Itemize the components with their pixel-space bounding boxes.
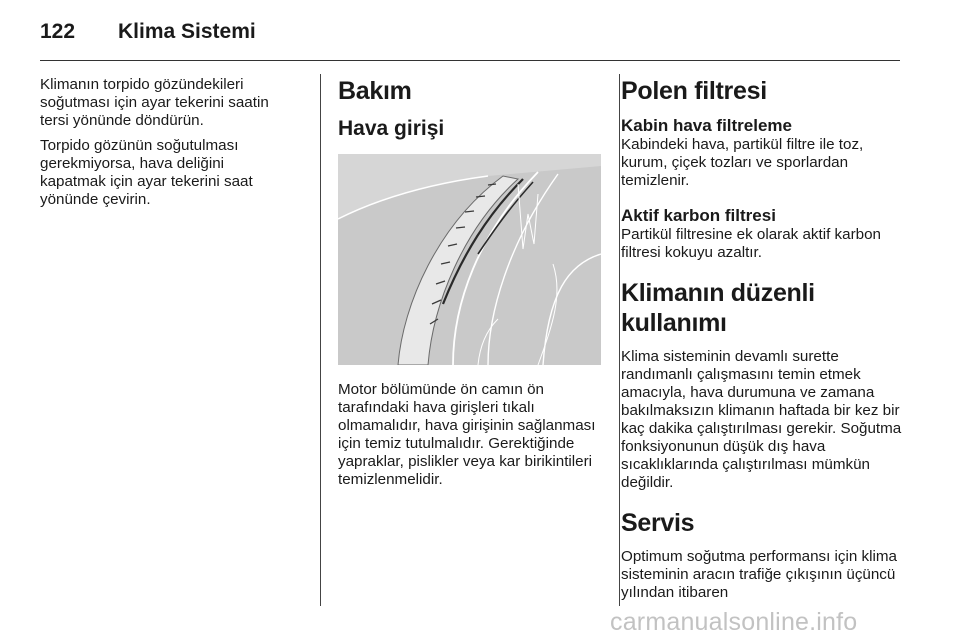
- header-divider: [40, 60, 900, 61]
- watermark: carmanualsonline.info: [610, 608, 858, 636]
- section-heading-klima-kullanimi: Klimanın düzenli kullanımı: [621, 279, 815, 337]
- subheading-aktif-karbon-filtresi: Aktif karbon filtresi: [621, 206, 776, 225]
- page-number: 122: [40, 20, 76, 43]
- section-heading-servis: Servis: [621, 509, 695, 537]
- page-header: [40, 18, 900, 58]
- column-right: [621, 76, 906, 609]
- subheading-kabin-hava-filtreleme: Kabin hava filtreleme: [621, 116, 793, 135]
- paragraph: Klimanın torpido gözündekileri soğutması için ayar tekerini saatin tersi yönünde döndürün.: [40, 76, 269, 129]
- paragraph: Partikül filtresine ek olarak aktif karbon filtresi kokuyu azaltır.: [621, 226, 881, 261]
- section-heading-polen-filtresi: Polen filtresi: [621, 77, 767, 105]
- column-left: [40, 76, 290, 216]
- figure-caption: Motor bölümünde ön camın ön tarafındaki hava girişleri tıkalı olmamalıdır, hava girişinin sağlanması için temiz tutulmalıdır. Gerektiğinde yapraklar, pislikler veya kar birikintileri temizlenmelidir.: [338, 381, 596, 488]
- paragraph: Kabindeki hava, partikül filtre ile toz, kurum, çiçek tozları ve sporlardan temizlenir.: [621, 136, 864, 189]
- column-divider-right: [619, 74, 620, 606]
- column-divider-left: [320, 74, 321, 606]
- column-middle: [338, 76, 606, 496]
- section-heading-bakim: Bakım: [338, 77, 412, 105]
- paragraph: Optimum soğutma performansı için klima sisteminin aracın trafiğe çıkışının üçüncü yılından itibaren: [621, 548, 897, 601]
- air-inlet-illustration: [338, 154, 601, 365]
- chapter-title: Klima Sistemi: [118, 20, 256, 43]
- paragraph: Torpido gözünün soğutulması gerekmiyorsa, hava deliğini kapatmak için ayar tekerini saat yönünde çevirin.: [40, 137, 253, 208]
- paragraph: Klima sisteminin devamlı surette randımanlı çalışmasını temin etmek amacıyla, hava durumuna ve zamana bakılmaksızın klimanın haftada bir kez bir kaç dakika çalıştırılması gerekir. Soğutma fonksiyonunun düşük dış hava sıcaklıklarında çalıştırılması mümkün değildir.: [621, 348, 902, 491]
- subsection-heading-hava-girisi: Hava girişi: [338, 117, 445, 140]
- windshield-air-inlet-drawing: [338, 154, 601, 365]
